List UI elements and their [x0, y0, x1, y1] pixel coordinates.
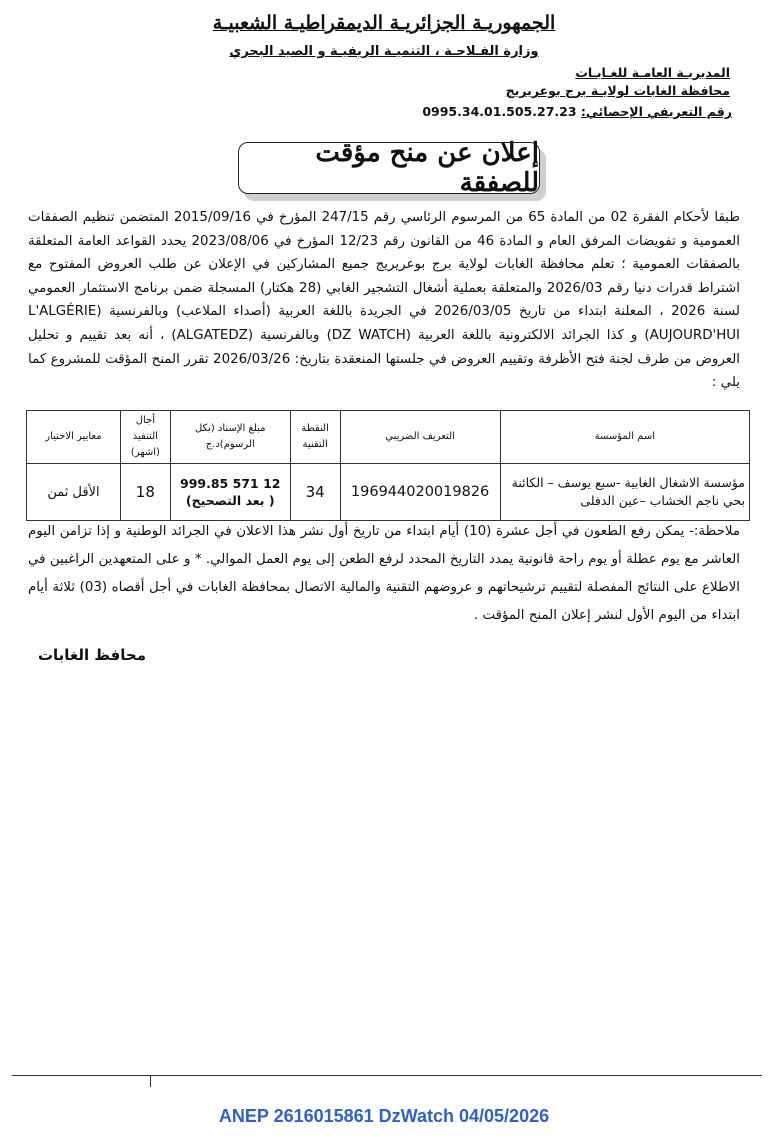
body-line: ضمن برنامج الاستثمار العمومي لسنة 2026 ، المعلنة ابتداء من تاريخ 2026/03/05 في الجريدة باللغة العربية: [28, 280, 740, 320]
amount-value: 12 571 999.85: [180, 476, 281, 491]
body-line: طبقا لأحكام الفقرة 02 من المادة 65 من المرسوم الرئاسي رقم 247/15 المؤرخ في 2015/09/16 المتضمن تنظيم: [82, 210, 740, 225]
announcement-title-box: [238, 138, 540, 198]
directorate-name: المديريـة العامـة للغـابـات: [575, 65, 730, 80]
tax-id-line: [422, 104, 732, 119]
body-line: (أصداء الملاعب) وبالفرنسية (L'ALGÉRIE AUJOURD'HUI) و كذا الجرائد الالكترونية باللغة العربية (DZ WATCH): [28, 304, 741, 343]
header-tax-id: التعريف الضريبي: [340, 411, 500, 464]
body-line: وبالفرنسية (ALGATEDZ) ، أنه بعد تقييم و تحليل العروض من طرف لجنة فتح الأظرفة وتقييم العروض في جلستها: [28, 327, 740, 367]
notes-section: [28, 518, 740, 630]
note-line: ملاحظة:- يمكن رفع الطعون في أجل عشرة (10) أيام ابتداء من تاريخ أول نشر هذا الاعلان في الجرائد الوطنية: [125, 524, 741, 539]
note-line: * و على المتعهدين الراغبين في الاطلاع على النتائج المفصلة لتقييم ترشيحاتهم و عروضهم التقنية والمالية: [28, 552, 741, 595]
cell-amount: [170, 464, 290, 521]
table-row: [27, 464, 750, 521]
announcement-title: إعلان عن منح مؤقت للصفقة: [315, 138, 539, 198]
divider-tick: [150, 1075, 151, 1087]
tax-id-value: 0995.34.01.505.27.23: [422, 104, 577, 119]
cell-company: مؤسسة الاشغال الغابية -سبع يوسف – الكائنة بحي ناجم الخشاب –عين الدفلى: [500, 464, 749, 521]
publication-footer: ANEP 2616015861 DzWatch 04/05/2026: [218, 1106, 550, 1126]
bottom-divider: [12, 1075, 762, 1076]
cell-duration: 18: [120, 464, 170, 521]
header-duration: أجال التنفيذ (اشهر): [120, 411, 170, 464]
cell-tech-score: 34: [290, 464, 340, 521]
issuing-organization: [506, 64, 730, 100]
header-company: اسم المؤسسة: [500, 411, 749, 464]
body-line: المنعقدة بتاريخ: 2026/03/26 تقرر المنح المؤقت للمشروع كما يلي :: [28, 351, 740, 391]
header-criteria: معايير الاختيار: [27, 411, 121, 464]
note-line: و إذا تزامن اليوم العاشر مع يوم عطلة أو يوم راحة قانونية يمدد التاريخ المحدد لرفع الطعن إلى يوم العمل الموالي.: [28, 524, 740, 567]
cell-tax-id: 196944020019826: [340, 464, 500, 521]
cell-criteria: الأقل ثمن: [27, 464, 121, 521]
header-amount: مبلغ الإسناد (بكل الرسوم)د.ج: [170, 411, 290, 464]
note-line: الاتصال بمحافظة الغابات في أجل أقصاه (03) ثلاثة أيام ابتداء من اليوم الأول لنشر إعلان المنح المؤقت .: [28, 580, 740, 623]
amount-note: ( بعد التصحيح): [185, 493, 275, 508]
republic-title: الجمهوريـة الجزائريـة الديمقراطيـة الشعبيـة: [212, 12, 556, 34]
tax-id-label: رقم التعريفي الإحصائي:: [580, 104, 732, 119]
body-line: العروض المفتوح مع اشتراط قدرات دنيا رقم 2026/03 والمتعلقة بعملية أشغال التشجير الغابي (28 هكتار) المسجلة: [28, 257, 740, 296]
ministry-name: وزارة الفـلاحـة ، التنميـة الريفيـة و الصيد البحري: [229, 44, 539, 59]
signature: محافظ الغابات: [37, 646, 146, 664]
award-table: [26, 410, 750, 521]
body-line: العامة المتعلقة بالصفقات العمومية ؛ تعلم محافظة الغابات لولاية برج بوعريريج جميع المشاركين في الإعلان عن طلب: [28, 233, 740, 273]
table-header-row: [27, 411, 750, 464]
announcement-body: [28, 206, 740, 395]
header-tech-score: النقطة التقنية: [290, 411, 340, 464]
conservation-name: محافظة الغابات لولايـة برج بوعريريج: [505, 83, 730, 98]
body-line: الصفقات العمومية و تفويضات المرفق العام و المادة 46 من القانون رقم 12/23 المؤرخ في 2023/08/06 يحدد القواعد: [28, 210, 740, 249]
